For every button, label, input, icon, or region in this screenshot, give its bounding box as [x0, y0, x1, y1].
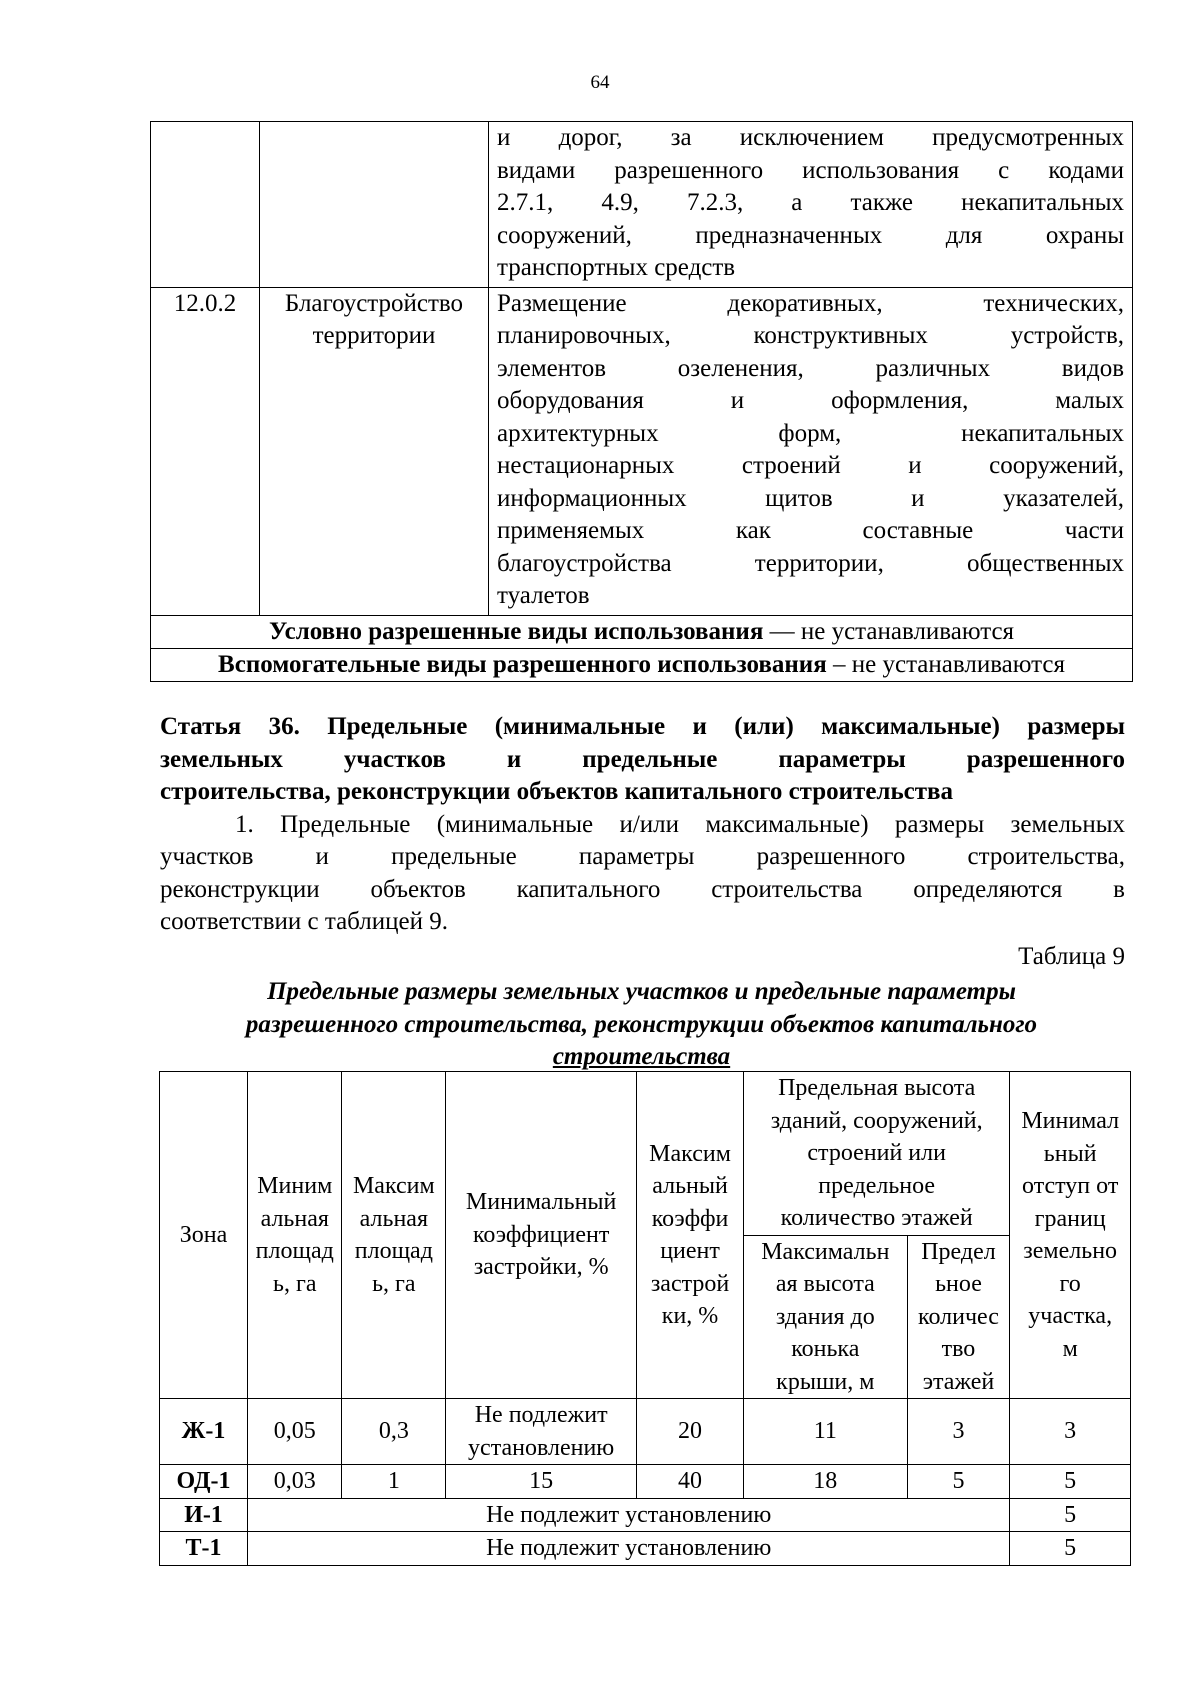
setback-cell: 3 [1010, 1399, 1131, 1465]
text-line: планировочных, конструктивных устройств, [497, 322, 1124, 349]
text-line: информационных щитов и указателей, [497, 484, 1124, 512]
floors-cell: 3 [907, 1399, 1010, 1465]
text-line: благоустройства территории, общественных [497, 549, 1124, 577]
text-line: транспортных средств [497, 254, 736, 281]
use-description-cell [489, 122, 1133, 288]
article-36 [160, 711, 1125, 939]
header-min-area: Миним альная площад ь, га [248, 1072, 342, 1399]
text-line: элементов озеленения, различных видов [497, 354, 1124, 382]
height-cell: 18 [744, 1465, 908, 1499]
auxiliary-uses-row: Вспомогательные виды разрешенного использования – не устанавливаются [151, 648, 1133, 681]
merged-cell: Не подлежит установлению [248, 1498, 1010, 1532]
min-coefficient-cell: 15 [446, 1465, 637, 1499]
conditional-uses-row: Условно разрешенные виды использования — не устанавливаются [151, 615, 1133, 648]
text-line: Размещение декоративных, технических, [497, 289, 1124, 317]
header-max-height: Максимальн ая высота здания до конька крыши, м [744, 1235, 908, 1399]
zone-cell: Т-1 [160, 1532, 248, 1566]
table-row [151, 287, 1133, 615]
min-area-cell: 0,05 [248, 1399, 342, 1465]
table-label: Таблица 9 [1018, 943, 1125, 970]
header-min-coefficient: Минимальный коэффициент застройки, % [446, 1072, 637, 1399]
text-line: архитектурных форм, некапитальных [497, 419, 1124, 447]
table-row [160, 1399, 1131, 1465]
text-line: оборудования и оформления, малых [497, 387, 1124, 414]
use-code-cell: 12.0.2 [151, 287, 260, 615]
table-row [151, 615, 1133, 648]
header-height-group: Предельная высота зданий, сооружений, строений или предельное количество этажей [744, 1072, 1010, 1236]
max-coefficient-cell: 20 [637, 1399, 744, 1465]
article-title: Статья 36. Предельные (минимальные и (или) максимальные) размеры земельных участков и предельные параметры разрешенного строительства, реконструкции объектов капитального строительства [160, 713, 1125, 805]
min-coefficient-cell: Не подлежит установлению [446, 1399, 637, 1465]
zone-cell: Ж-1 [160, 1399, 248, 1465]
text-line: и дорог, за исключением предусмотренных [497, 124, 1124, 151]
text-line: сооружений, предназначенных для охраны [497, 221, 1124, 249]
height-cell: 11 [744, 1399, 908, 1465]
use-name-cell [260, 287, 489, 615]
limits-table [159, 1071, 1131, 1566]
header-setback: Минимал ьный отступ от границ земельно го участка, м [1010, 1072, 1131, 1399]
zone-cell: ОД-1 [160, 1465, 248, 1499]
max-area-cell: 0,3 [342, 1399, 446, 1465]
setback-cell: 5 [1010, 1465, 1131, 1499]
table-row [160, 1465, 1131, 1499]
text-line: 2.7.1, 4.9, 7.2.3, а также некапитальных [497, 189, 1124, 216]
floors-cell: 5 [907, 1465, 1010, 1499]
header-floors: Предел ьное количес тво этажей [907, 1235, 1010, 1399]
text-line: территории [312, 322, 436, 349]
setback-cell: 5 [1010, 1498, 1131, 1532]
article-paragraph: 1. Предельные (минимальные и/или максимальные) размеры земельных участков и предельные параметры разрешенного строительства, реконструкции объектов капитального строительства определяются в соответствии с таблицей 9. [160, 810, 1125, 935]
text-line: туалетов [497, 582, 590, 609]
table-caption: Предельные размеры земельных участков и предельные параметры разрешенного строительства, реконструкции объектов капитального строительства [245, 978, 1038, 1070]
table-row [151, 648, 1133, 681]
merged-cell: Не подлежит установлению [248, 1532, 1010, 1566]
use-description-cell [489, 287, 1133, 615]
min-area-cell: 0,03 [248, 1465, 342, 1499]
text-line: нестационарных строений и сооружений, [497, 452, 1124, 479]
text-line: Благоустройство [284, 289, 464, 317]
setback-cell: 5 [1010, 1532, 1131, 1566]
land-use-table [150, 121, 1133, 682]
max-area-cell: 1 [342, 1465, 446, 1499]
header-zone: Зона [160, 1072, 248, 1399]
max-coefficient-cell: 40 [637, 1465, 744, 1499]
page-number: 64 [590, 72, 610, 93]
table-row [160, 1498, 1131, 1532]
table-header-row [160, 1072, 1131, 1236]
header-max-area: Максим альная площад ь, га [342, 1072, 446, 1399]
zone-cell: И-1 [160, 1498, 248, 1532]
table-row [160, 1532, 1131, 1566]
header-max-coefficient: Максим альный коэффи циент застрой ки, % [637, 1072, 744, 1399]
text-line: применяемых как составные части [497, 517, 1124, 544]
table-row [151, 122, 1133, 288]
text-line: видами разрешенного использования с кодами [497, 156, 1124, 184]
